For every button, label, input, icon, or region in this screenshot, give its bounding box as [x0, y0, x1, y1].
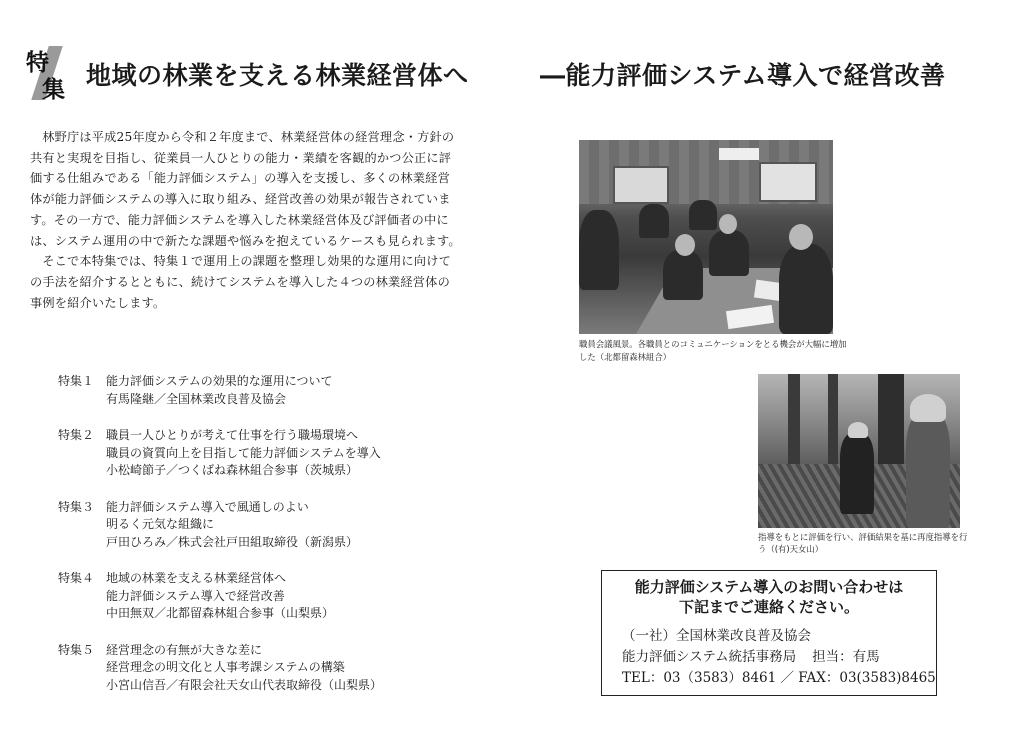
badge-char-2: 集 [42, 77, 65, 103]
feature-number: 特集３ [58, 499, 95, 514]
feature-line: 地域の林業を支える林業経営体へ [106, 571, 287, 585]
feature-line: 経営理念の明文化と人事考課システムの構築 [106, 660, 345, 674]
feature-header [24, 44, 1004, 104]
feature-number: 特集４ [58, 571, 95, 585]
contact-box [601, 570, 937, 696]
feature-title: 地域の林業を支える林業経営体へ [86, 61, 469, 90]
contact-person: 担当：有馬 [812, 649, 880, 665]
feature-line: 小宮山信吾／有限会社天女山代表取締役（山梨県） [106, 677, 383, 692]
contact-heading-1: 能力評価システム導入のお問い合わせは [634, 578, 904, 596]
feature-badge [24, 44, 76, 103]
feature-number: 特集２ [58, 428, 95, 442]
contact-organization: （一社）全国林業改良普及協会 [622, 628, 811, 644]
feature-subtitle: ―能力評価システム導入で経営改善 [540, 61, 946, 90]
feature-list-item [58, 427, 478, 480]
feature-number: 特集５ [58, 642, 95, 657]
feature-list-item [58, 499, 478, 552]
forest-photo-caption: 指導をもとに評価を行い、評価結果を基に再度指導を行う（(有)天女山） [758, 532, 968, 554]
contact-heading-2: 下記までご連絡ください。 [678, 598, 859, 616]
feature-line: 職員の資質向上を目指して能力評価システムを導入 [106, 445, 381, 460]
badge-char-1: 特 [26, 50, 49, 76]
meeting-photo [579, 140, 833, 334]
intro-paragraph-1: 林野庁は平成25年度から令和２年度まで、林業経営体の経営理念・方針の共有と実現を目指し、従業員一人ひとりの能力・業績を客観的かつ公正に評価する仕組みである「能力評価システム」の導入を支援し、多くの林業経営体が能力評価システムの導入に取り組み、経営改善の効果が報告されています。その一方で、能力評価システムを導入した林業経営体及び評価者の中には、システム運用の中で新たな課題や悩みを抱えているケースも見られます。 [30, 130, 461, 248]
contact-office-line [622, 647, 936, 668]
feature-line: 有馬隆継／全国林業改良普及協会 [106, 391, 287, 406]
feature-line: 能力評価システム導入で経営改善 [106, 588, 285, 603]
feature-line: 明るく元気な組織に [106, 517, 215, 531]
contact-phone-fax: TEL：03（3583）8461 ／ FAX：03(3583)8465 [622, 670, 936, 686]
intro-paragraph-2: そこで本特集では、特集１で運用上の課題を整理し効果的な運用に向けての手法を紹介するとともに、続けてシステムを導入した４つの林業経営体の事例を紹介いたします。 [30, 254, 451, 310]
feature-line: 戸田ひろみ／株式会社戸田組取締役（新潟県） [106, 534, 359, 549]
feature-line: 能力評価システム導入で風通しのよい [106, 499, 309, 514]
intro-text [30, 127, 462, 313]
feature-line: 経営理念の有無が大きな差に [106, 642, 263, 657]
feature-list-item [58, 373, 478, 408]
feature-line: 能力評価システムの効果的な運用について [106, 374, 333, 388]
feature-number: 特集１ [58, 374, 95, 388]
feature-list [58, 373, 478, 713]
forest-photo [758, 374, 960, 528]
feature-list-item [58, 642, 478, 695]
feature-list-item [58, 570, 478, 623]
feature-line: 中田無双／北都留森林組合参事（山梨県） [106, 606, 335, 620]
feature-line: 小松崎節子／つくばね森林組合参事（茨城県） [106, 463, 359, 477]
feature-line: 職員一人ひとりが考えて仕事を行う職場環境へ [106, 428, 359, 442]
meeting-photo-caption: 職員会議風景。各職員とのコミュニケーションをとる機会が大幅に増加した（北都留森林組合） [579, 339, 847, 362]
contact-office: 能力評価システム統括事務局 [622, 649, 797, 665]
